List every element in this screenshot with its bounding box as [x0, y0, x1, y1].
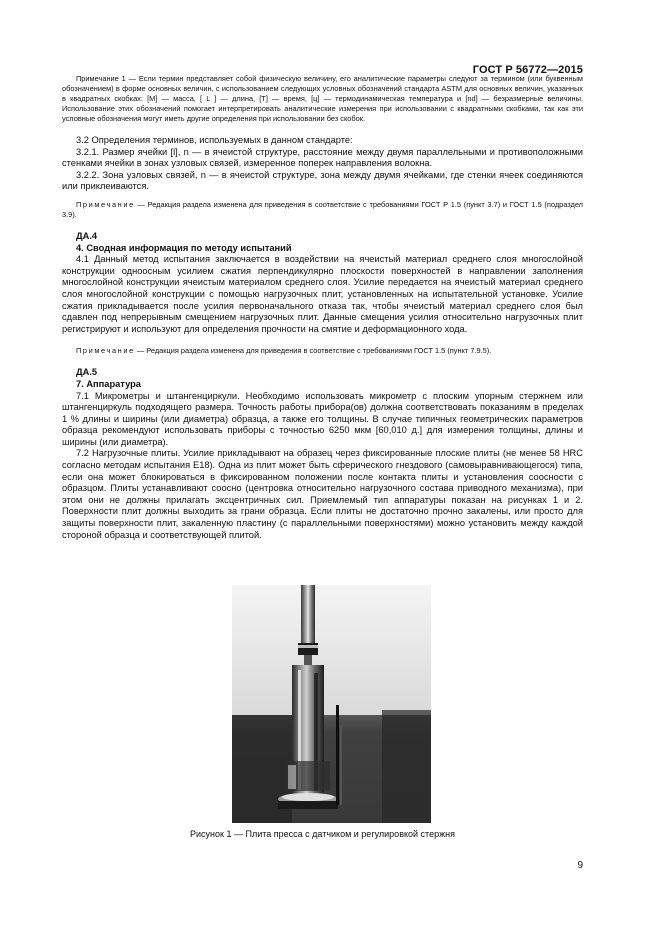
note-1 [62, 74, 583, 124]
section-code-da5: ДА.5 [76, 367, 98, 378]
paragraph-7-1: 7.1 Микрометры и штангенциркули. Необходимо использовать микрометр с плоским упорным стержнем или штангенциркуль подходящего размера. Точность работы прибора(ов) должна соответствовать показаниям в пределах 1 % длины и ширины (или диаметра) образца, а также его толщины. В случае типичных геометрических параметров образца рекомендуют использовать приборы с точностью 6250 мкм [60,010 д.] для измерения толщины, длины и ширины (или диаметра). [62, 390, 583, 447]
note-2-label: Примечание [76, 199, 135, 209]
paragraph-7-2: 7.2 Нагрузочные плиты. Усилие прикладывают на образец через фиксированные плоские плиты (не менее 58 HRC согласно методам испытания E18). Одна из плит может быть сферического гнездового (самовыравнивающегося) типа, если она может блокироваться в фиксированном положении после контакта плиты и установления соосности с образцом. Плиты устанавливают соосно (центровка относительно нагрузочного состава приводного механизма), при этом они не должны прилагать эксцентричных сил. Приемлемый тип аппаратуры показан на рисунках 1 и 2. Поверхности плит должны выходить за грани образца. Если плиты не достаточно прочно закалены, или просто для защиты поверхности плит, закаленную пластину (с параллельными поверхностями) можно установить между каждой стороной образца и соответствующей плитой. [62, 448, 583, 540]
figure-1-caption: Рисунок 1 — Плита пресса с датчиком и регулировкой стержня [190, 829, 455, 839]
press-plate-photo [232, 585, 431, 823]
paragraph-4-1: 4.1 Данный метод испытания заключается в воздействии на ячеистый материал среднего слоя многослойной конструкции одноосным усилием сжатия перпендикулярно плоскости поверхностей в направлении заполнения многослойной конструкции ячеистым материалом среднего слоя. Усилие передается на ячеистый материал среднего слоя многослойной конструкции с помощью нагрузочных плит, установленных на испытательной установке. Усилие сжатия прикладывается после усилия первоначального отказа так, чтобы ячеистый материал среднего слоя был сдавлен под непрерывным смещением нагрузочных плит. Данные смещения усилия относительно нагрузочных плит регистрируют и используют для определения прочности на смятие и деформационного хода. [62, 254, 583, 334]
paragraph-3-2-1: 3.2.1. Размер ячейки [l], n — в ячеистой структуре, расстояние между двумя параллельными и противоположными стенками ячейки в зонах узловых связей, измеренное поперек направления волокна. [62, 146, 583, 169]
note-1-label: Примечание 1 [76, 74, 126, 83]
figure-1-photo [232, 585, 431, 823]
section-code-da4: ДА.4 [76, 230, 98, 241]
paragraph-3-2-2: 3.2.2. Зона узловых связей, n — в ячеистой структуре, зона между двумя ячейками, где стенки ячеек соединяются или приклеиваются. [62, 169, 583, 192]
note-2-text: — Редакция раздела изменена для приведения в соответствие с требованиями ГОСТ Р 1.5 (пункт 3.7) и ГОСТ 1.5 (подраздел 3.9). [62, 199, 583, 219]
note-1-text: — Если термин представляет собой физическую величину, его аналитические параметры следуют за термином (или буквенным обозначением) в форме основных величин, с использованием следующих условных обозначений стандарта ASTM для основных величин, указанных в квадратных скобках: [M] — масса, [ L ] — длина, [T] — время, [ц] — термодинамическая температура и [nd] — безразмерные величины. Использование этих обозначений помогает интерпретировать аналитические измерения при использовании с квадратными скобками, так как эти условные обозначения могут иметь другие определения при использовании без скобок. [62, 74, 583, 123]
note-3-text: — Редакция раздела изменена для приведения в соответствие с требованиями ГОСТ 1.5 (пункт 7.9.5). [134, 346, 492, 356]
paragraph-3-2: 3.2 Определения терминов, используемых в данном стандарте: [76, 135, 353, 145]
page-content [62, 74, 583, 541]
section-title-da5: 7. Аппаратура [76, 378, 141, 389]
section-title-da4: 4. Сводная информация по методу испытаний [76, 242, 292, 253]
note-3-label: Примечание [76, 346, 135, 356]
note-2 [62, 200, 583, 220]
standard-header: ГОСТ Р 56772—2015 [472, 64, 583, 76]
page-number: 9 [577, 860, 583, 871]
note-3 [62, 346, 583, 356]
